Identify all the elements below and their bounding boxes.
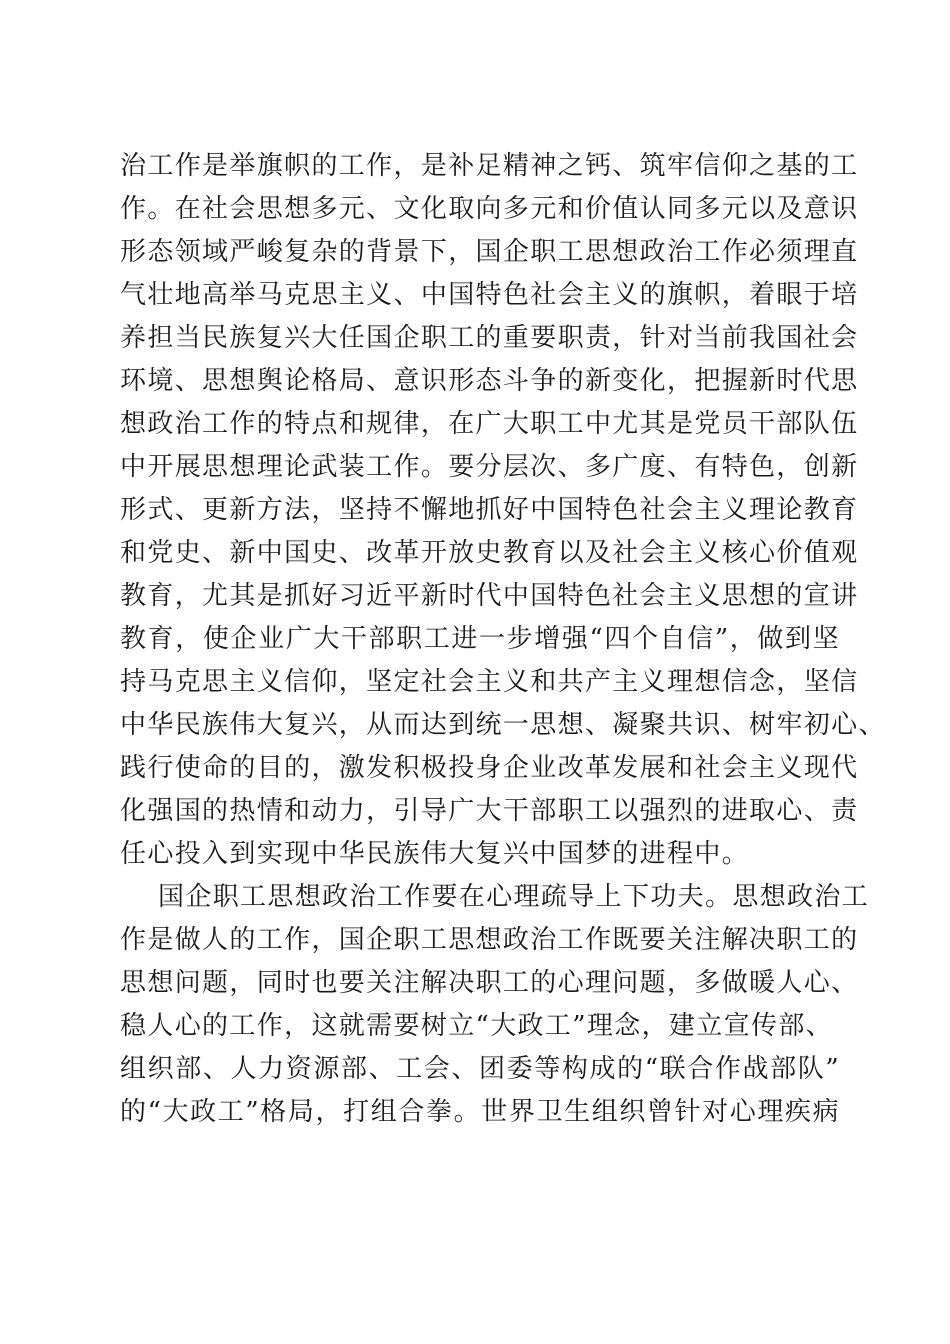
text-line: 教育，尤其是抓好习近平新时代中国特色社会主义思想的宣讲 xyxy=(120,581,859,611)
text-line: 和党史、新中国史、改革开放史教育以及社会主义核心价值观 xyxy=(120,538,859,568)
body-text xyxy=(120,145,886,1134)
text-line: 化强国的热情和动力，引导广大干部职工以强烈的进取心、责 xyxy=(120,796,859,826)
text-line: 作。在社会思想多元、文化取向多元和价值认同多元以及意识 xyxy=(120,194,859,224)
text-line: 形态领域严峻复杂的背景下，国企职工思想政治工作必须理直 xyxy=(120,237,859,267)
text-line: 持马克思主义信仰，坚定社会主义和共产主义理想信念，坚信 xyxy=(120,667,859,697)
text-line: 环境、思想舆论格局、意识形态斗争的新变化，把握新时代思 xyxy=(120,366,859,396)
text-line: 养担当民族复兴大任国企职工的重要职责，针对当前我国社会 xyxy=(120,323,859,353)
text-line: 的“大政工”格局，打组合拳。世界卫生组织曾针对心理疾病 xyxy=(120,1097,840,1127)
text-line: 践行使命的目的，激发积极投身企业改革发展和社会主义现代 xyxy=(120,753,859,783)
text-line: 想政治工作的特点和规律，在广大职工中尤其是党员干部队伍 xyxy=(120,409,859,439)
text-line: 作是做人的工作，国企职工思想政治工作既要关注解决职工的 xyxy=(120,925,859,955)
text-line: 教育，使企业广大干部职工进一步增强“四个自信”，做到坚 xyxy=(120,624,840,654)
paragraph-first-line: 国企职工思想政治工作要在心理疏导上下功夫。思想政治工 xyxy=(158,882,870,912)
text-line: 形式、更新方法，坚持不懈地抓好中国特色社会主义理论教育 xyxy=(120,495,859,525)
text-line: 任心投入到实现中华民族伟大复兴中国梦的进程中。 xyxy=(120,839,750,869)
text-line: 治工作是举旗帜的工作，是补足精神之钙、筑牢信仰之基的工 xyxy=(120,151,859,181)
text-line: 思想问题，同时也要关注解决职工的心理问题，多做暖人心、 xyxy=(120,968,859,998)
text-line: 稳人心的工作，这就需要树立“大政工”理念，建立宣传部、 xyxy=(120,1011,834,1041)
text-line: 组织部、人力资源部、工会、团委等构成的“联合作战部队” xyxy=(120,1054,840,1084)
text-line: 中开展思想理论武装工作。要分层次、多广度、有特色，创新 xyxy=(120,452,859,482)
text-line: 气壮地高举马克思主义、中国特色社会主义的旗帜，着眼于培 xyxy=(120,280,859,310)
text-line: 中华民族伟大复兴，从而达到统一思想、凝聚共识、树牢初心、 xyxy=(120,710,886,740)
